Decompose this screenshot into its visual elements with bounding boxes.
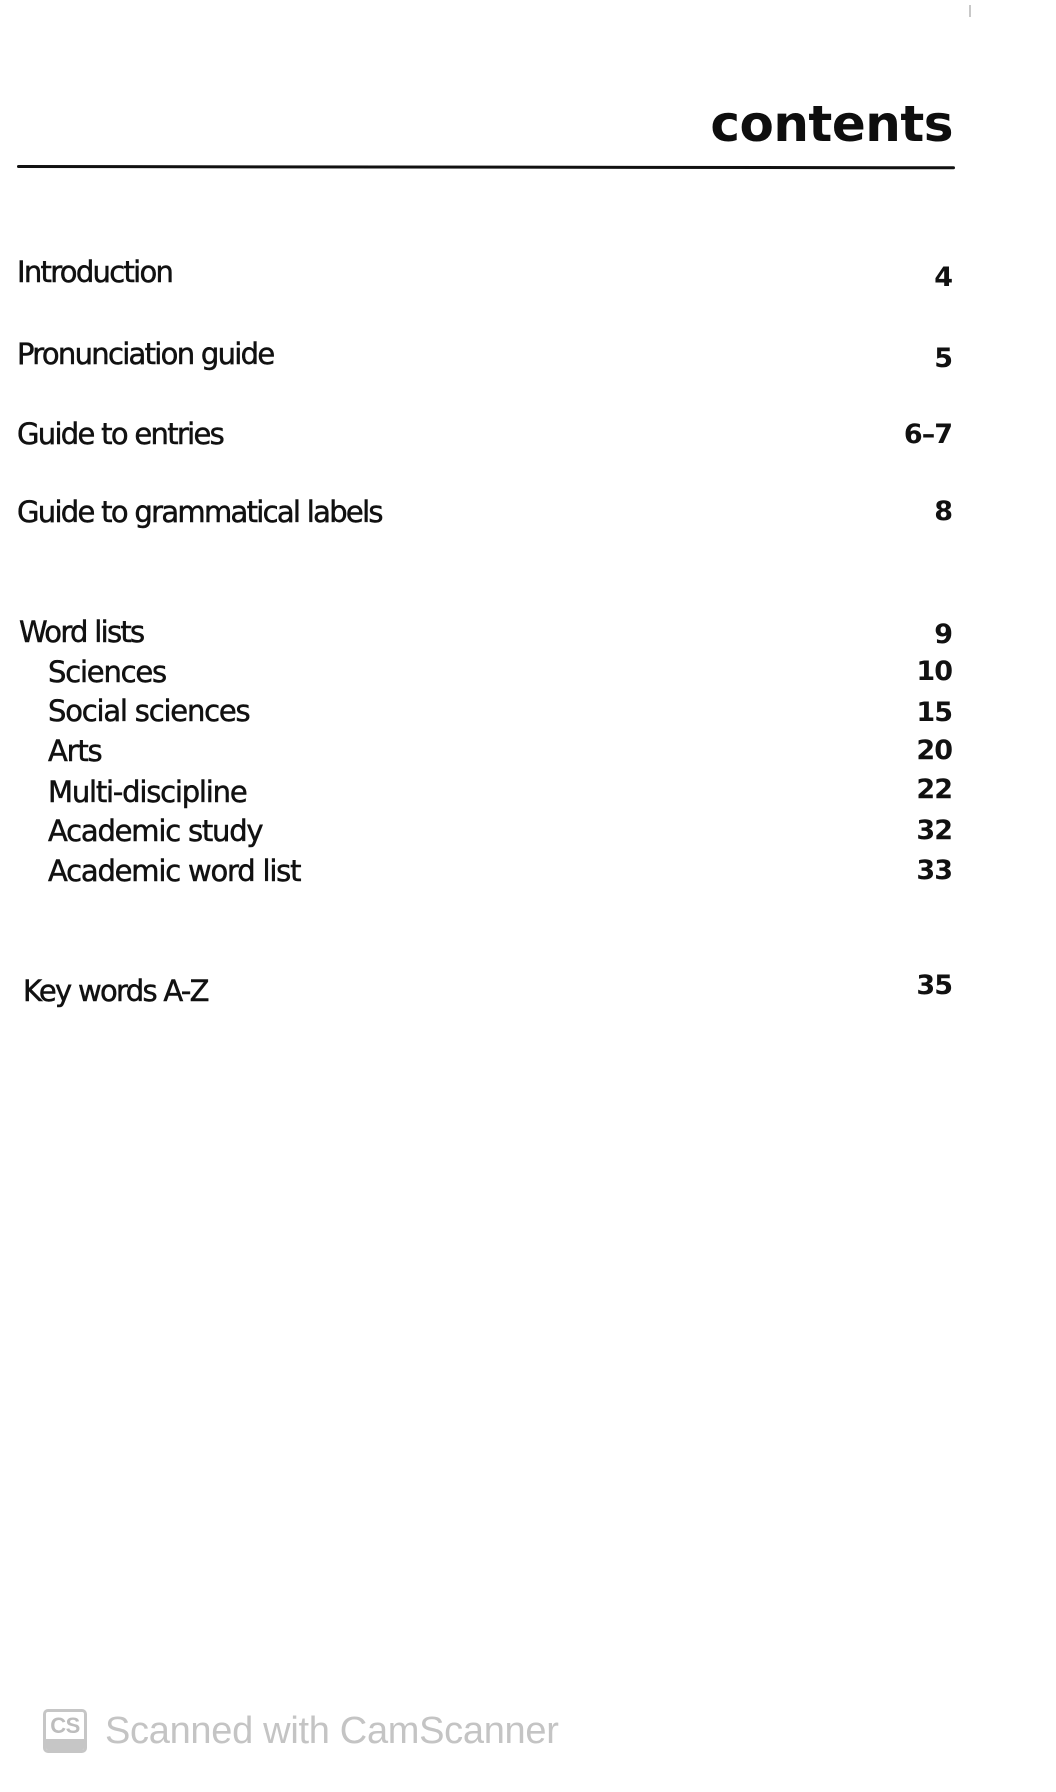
toc-subentry-page-number: 32 [916, 815, 952, 846]
toc-subentry-label: Social sciences [48, 694, 250, 728]
toc-entry-label: Key words A-Z [23, 974, 208, 1008]
toc-entry-label: Introduction [17, 255, 173, 289]
toc-subentry-label: Academic study [48, 814, 263, 848]
toc-entry-label: Word lists [19, 615, 144, 649]
toc-entry-page-number: 5 [934, 343, 952, 374]
toc-entry-page-number: 35 [916, 970, 952, 1001]
toc-subentry-page-number: 22 [916, 774, 952, 805]
camscanner-logo-icon [43, 1709, 87, 1753]
toc-subentry-page-number: 33 [916, 855, 952, 886]
toc-subentry-sciences [0, 650, 1056, 690]
toc-entry-guide-to-grammatical-labels [0, 490, 1056, 530]
toc-entry-label: Pronunciation guide [17, 337, 274, 371]
toc-entry-page-number: 8 [934, 496, 952, 527]
toc-subentry-label: Arts [48, 734, 102, 768]
camscanner-watermark [43, 1708, 559, 1754]
camscanner-logo-text: CS [50, 1713, 80, 1738]
scan-artifact [969, 5, 971, 17]
toc-subentry-page-number: 15 [916, 697, 952, 728]
toc-entry-page-number: 9 [934, 619, 952, 650]
toc-entry-page-number: 4 [934, 262, 952, 293]
toc-subentry-social-sciences [0, 689, 1056, 729]
toc-subentry-page-number: 10 [916, 656, 952, 687]
toc-entry-page-number: 6–7 [903, 419, 952, 450]
toc-entry-word-lists [0, 610, 1056, 650]
watermark-text: Scanned with CamScanner [105, 1710, 559, 1752]
toc-entry-introduction [0, 250, 1056, 293]
toc-subentry-academic-study [0, 809, 1056, 849]
toc-entry-label: Guide to grammatical labels [17, 495, 382, 529]
toc-entry-label: Guide to entries [17, 417, 224, 451]
page-title: contents [710, 95, 953, 153]
toc-subentry-label: Academic word list [48, 854, 301, 888]
toc-subentry-arts [0, 729, 1056, 769]
toc-subentry-label: Sciences [48, 655, 166, 689]
toc-subentry-multi-discipline [0, 770, 1056, 810]
camscanner-logo-bar [46, 1739, 84, 1750]
toc-entry-guide-to-entries [0, 412, 1056, 452]
toc-subentry-label: Multi-discipline [48, 775, 247, 809]
toc-subentry-page-number: 20 [916, 735, 952, 766]
toc-entry-key-words [0, 969, 1056, 1009]
toc-subentry-academic-word-list [0, 849, 1056, 889]
title-rule-divider [17, 165, 955, 169]
toc-entry-pronunciation-guide [0, 332, 1056, 372]
